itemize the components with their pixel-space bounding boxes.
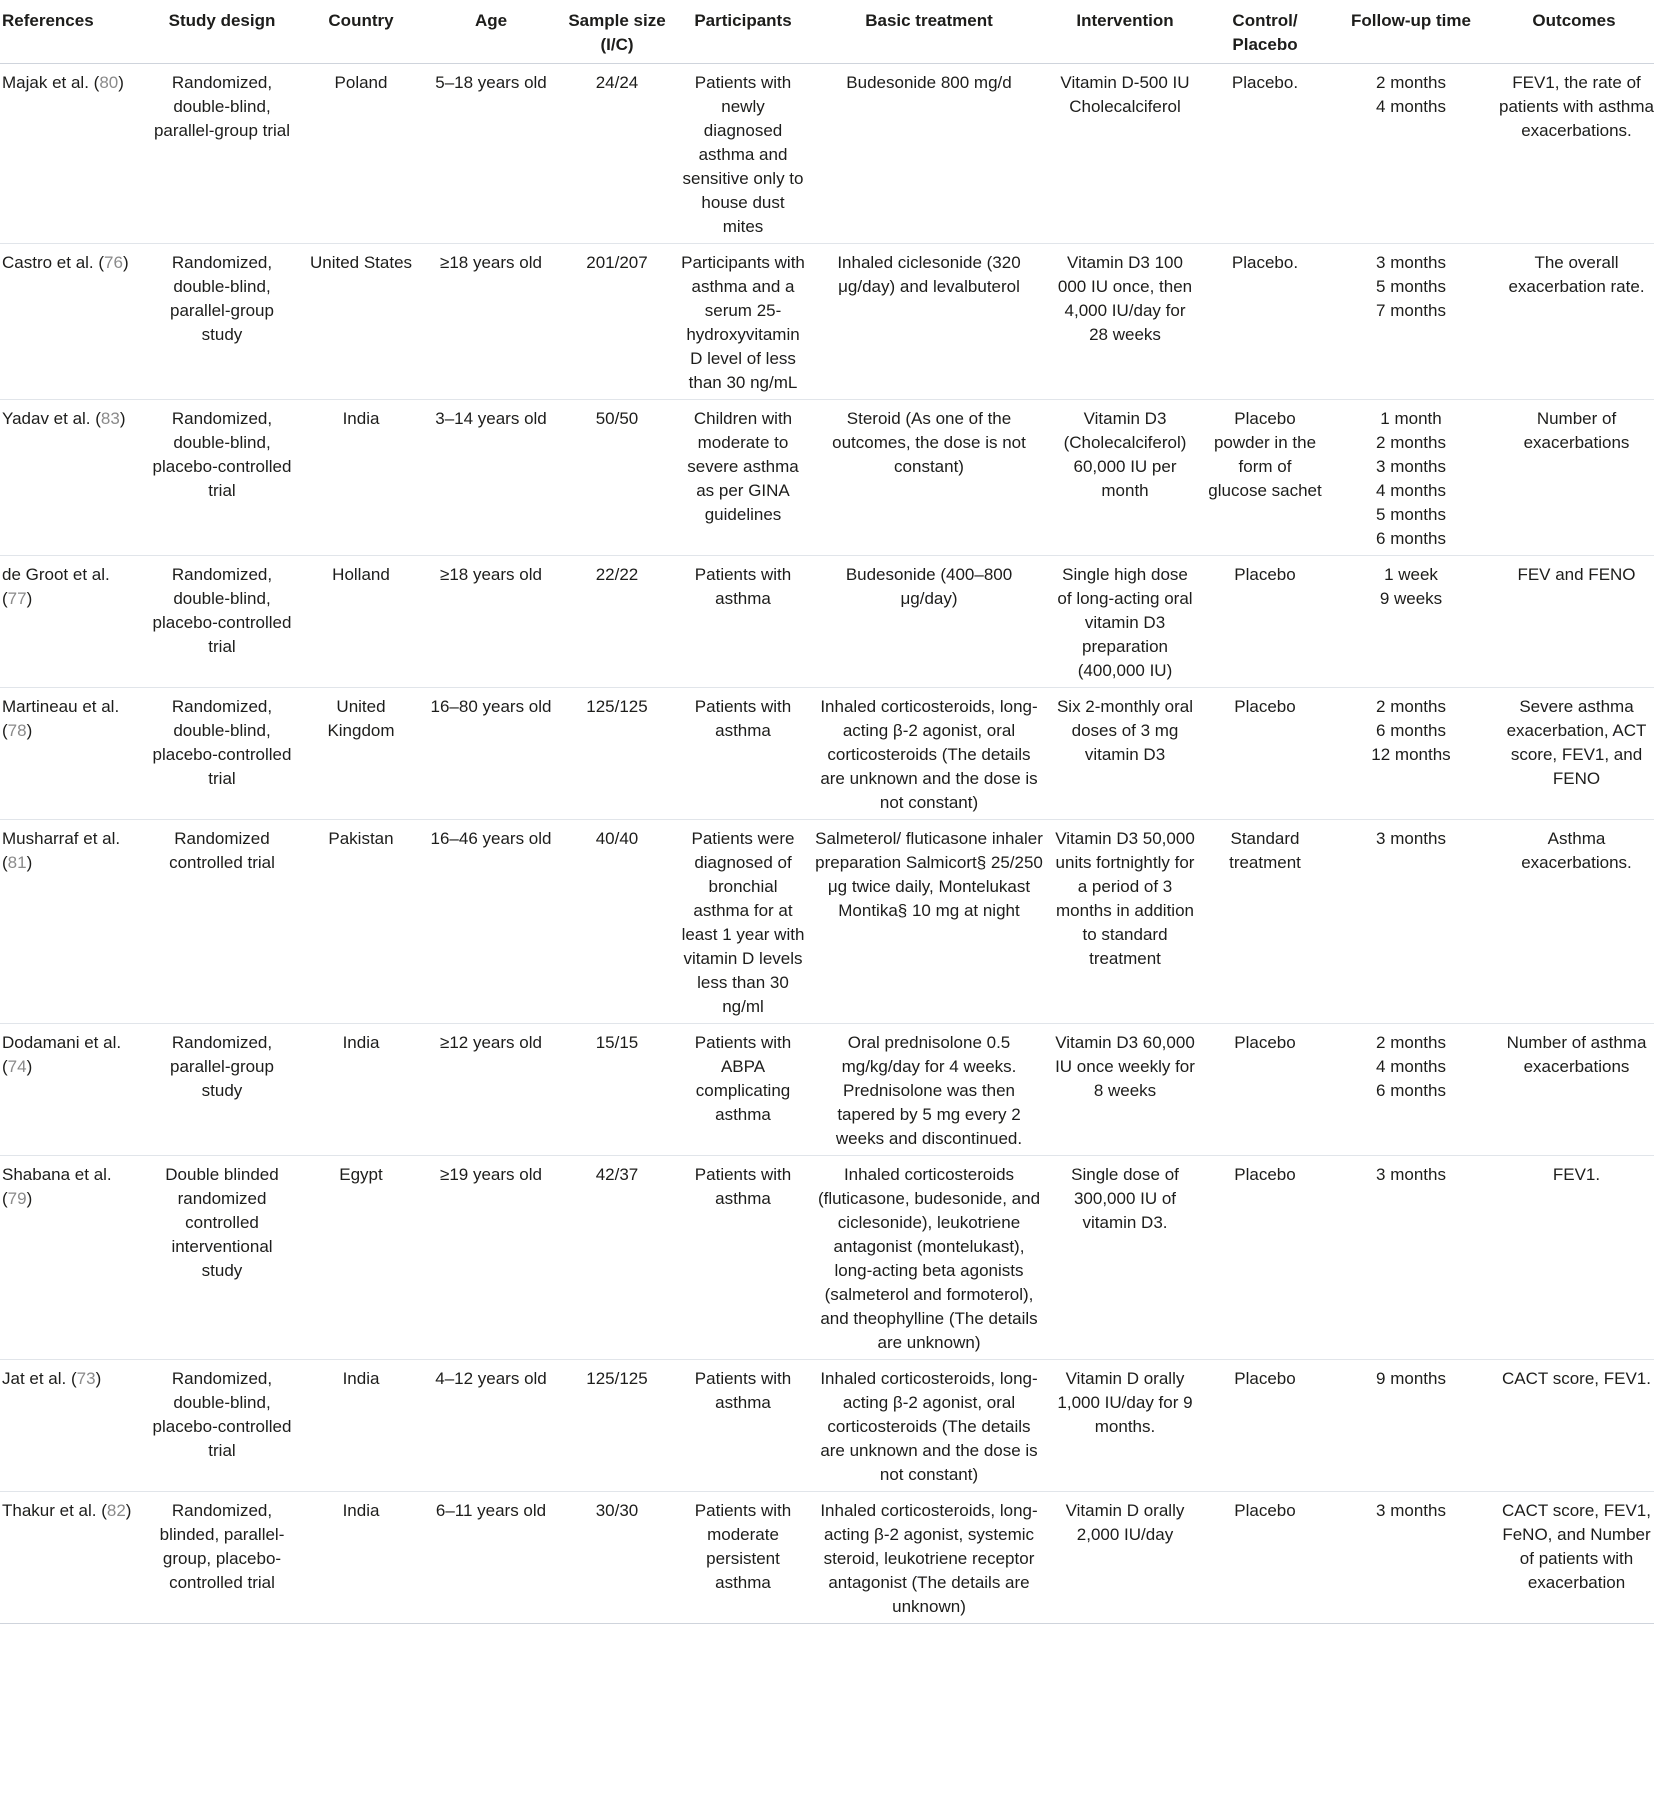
follow-up-time-cell: 3 months 5 months 7 months bbox=[1376, 253, 1446, 320]
citation-link[interactable]: 74 bbox=[7, 1057, 27, 1076]
follow-up-time-cell: 1 month 2 months 3 months 4 months 5 months 6 months bbox=[1376, 409, 1446, 548]
citation-link[interactable]: 82 bbox=[106, 1501, 126, 1520]
study-design-cell: Double blinded randomized controlled interventional study bbox=[165, 1165, 279, 1280]
basic-treatment-cell: Oral prednisolone 0.5 mg/kg/day for 4 weeks. Prednisolone was then tapered by 5 mg every 2 weeks and discontinued. bbox=[835, 1033, 1023, 1148]
reference-cell bbox=[0, 1360, 146, 1492]
age-cell: ≥18 years old bbox=[440, 565, 542, 584]
outcomes-cell: FEV1, the rate of patients with asthma exacerbations. bbox=[1499, 73, 1654, 140]
country-cell: India bbox=[342, 1369, 380, 1388]
study-design-cell: Randomized, double-blind, placebo-controlled trial bbox=[152, 697, 292, 788]
reference-cell bbox=[0, 1024, 146, 1156]
study-design-cell: Randomized controlled trial bbox=[169, 829, 275, 872]
age-cell: 16–80 years old bbox=[430, 697, 552, 716]
reference-close: ) bbox=[26, 853, 33, 872]
reference-close: ) bbox=[26, 1189, 33, 1208]
reference-author: Yadav et al. ( bbox=[2, 409, 101, 428]
basic-treatment-cell: Inhaled corticosteroids (fluticasone, budesonide, and ciclesonide), leukotriene antagonist (montelukast), long-acting beta agonists (salmeterol and formoterol), and theophylline (The details are unknown) bbox=[817, 1165, 1041, 1352]
reference-author: Martineau et al. ( bbox=[2, 697, 120, 740]
citation-link[interactable]: 77 bbox=[7, 589, 27, 608]
study-design-cell: Randomized, blinded, parallel-group, placebo-controlled trial bbox=[159, 1501, 285, 1592]
control-placebo-cell: Placebo bbox=[1234, 1033, 1296, 1052]
col-references: References bbox=[2, 11, 94, 30]
sample-size-cell: 30/30 bbox=[595, 1501, 639, 1520]
col-participants: Participants bbox=[694, 11, 792, 30]
sample-size-cell: 201/207 bbox=[586, 253, 648, 272]
basic-treatment-cell: Budesonide (400–800 μg/day) bbox=[845, 565, 1013, 608]
age-cell: 16–46 years old bbox=[430, 829, 552, 848]
table-row bbox=[0, 1156, 1654, 1360]
follow-up-time-cell: 1 week 9 weeks bbox=[1379, 565, 1443, 608]
table-row bbox=[0, 820, 1654, 1024]
follow-up-time-cell: 9 months bbox=[1376, 1369, 1446, 1388]
reference-author: de Groot et al. ( bbox=[2, 565, 110, 608]
table-row bbox=[0, 400, 1654, 556]
col-basic-treatment: Basic treatment bbox=[865, 11, 993, 30]
table-header bbox=[0, 0, 1654, 64]
study-design-cell: Randomized, double-blind, parallel-group study bbox=[170, 253, 274, 344]
control-placebo-cell: Standard treatment bbox=[1229, 829, 1301, 872]
table-row bbox=[0, 1360, 1654, 1492]
control-placebo-cell: Placebo bbox=[1234, 1501, 1296, 1520]
control-placebo-cell: Placebo. bbox=[1231, 73, 1299, 92]
col-control-placebo: Control/ Placebo bbox=[1232, 11, 1298, 54]
reference-author: Jat et al. ( bbox=[2, 1369, 77, 1388]
reference-close: ) bbox=[125, 1501, 132, 1520]
follow-up-time-cell: 3 months bbox=[1376, 1165, 1446, 1184]
reference-close: ) bbox=[26, 589, 33, 608]
country-cell: Egypt bbox=[339, 1165, 383, 1184]
follow-up-time-cell: 3 months bbox=[1376, 829, 1446, 848]
reference-close: ) bbox=[118, 73, 124, 92]
age-cell: ≥19 years old bbox=[440, 1165, 542, 1184]
outcomes-cell: Asthma exacerbations. bbox=[1521, 829, 1632, 872]
reference-cell bbox=[0, 688, 146, 820]
reference-author: Castro et al. ( bbox=[2, 253, 105, 272]
col-sample-size: Sample size (I/C) bbox=[568, 11, 666, 54]
table-row bbox=[0, 1492, 1654, 1624]
reference-cell bbox=[0, 244, 146, 400]
basic-treatment-cell: Steroid (As one of the outcomes, the dose is not constant) bbox=[832, 409, 1026, 476]
citation-link[interactable]: 81 bbox=[7, 853, 27, 872]
age-cell: 6–11 years old bbox=[435, 1501, 547, 1520]
outcomes-cell: CACT score, FEV1. bbox=[1502, 1369, 1651, 1388]
follow-up-time-cell: 2 months 6 months 12 months bbox=[1371, 697, 1451, 764]
citation-link[interactable]: 80 bbox=[99, 73, 119, 92]
control-placebo-cell: Placebo bbox=[1234, 1165, 1296, 1184]
header-row bbox=[0, 0, 1654, 64]
reference-close: ) bbox=[119, 409, 126, 428]
basic-treatment-cell: Inhaled ciclesonide (320 μg/day) and levalbuterol bbox=[837, 253, 1021, 296]
citation-link[interactable]: 83 bbox=[100, 409, 120, 428]
outcomes-cell: Number of asthma exacerbations bbox=[1506, 1033, 1647, 1076]
participants-cell: Patients with ABPA complicating asthma bbox=[694, 1033, 792, 1124]
outcomes-cell: FEV and FENO bbox=[1517, 565, 1636, 584]
intervention-cell: Vitamin D3 (Cholecalciferol) 60,000 IU per month bbox=[1063, 409, 1187, 500]
col-outcomes: Outcomes bbox=[1532, 11, 1616, 30]
intervention-cell: Vitamin D orally 1,000 IU/day for 9 months. bbox=[1057, 1369, 1193, 1436]
sample-size-cell: 125/125 bbox=[586, 1369, 648, 1388]
participants-cell: Patients with asthma bbox=[694, 1165, 792, 1208]
country-cell: Pakistan bbox=[328, 829, 394, 848]
country-cell: India bbox=[342, 409, 380, 428]
country-cell: India bbox=[342, 1033, 380, 1052]
participants-cell: Patients with asthma bbox=[694, 697, 792, 740]
intervention-cell: Six 2-monthly oral doses of 3 mg vitamin D3 bbox=[1056, 697, 1194, 764]
follow-up-time-cell: 2 months 4 months bbox=[1376, 73, 1446, 116]
control-placebo-cell: Placebo bbox=[1234, 1369, 1296, 1388]
country-cell: United States bbox=[309, 253, 413, 272]
intervention-cell: Single high dose of long-acting oral vitamin D3 preparation (400,000 IU) bbox=[1057, 565, 1193, 680]
control-placebo-cell: Placebo bbox=[1234, 565, 1296, 584]
sample-size-cell: 40/40 bbox=[595, 829, 639, 848]
age-cell: ≥12 years old bbox=[440, 1033, 542, 1052]
country-cell: Holland bbox=[332, 565, 390, 584]
outcomes-cell: FEV1. bbox=[1552, 1165, 1601, 1184]
intervention-cell: Vitamin D-500 IU Cholecalciferol bbox=[1060, 73, 1190, 116]
intervention-cell: Vitamin D3 60,000 IU once weekly for 8 weeks bbox=[1055, 1033, 1195, 1100]
reference-cell bbox=[0, 820, 146, 1024]
reference-cell bbox=[0, 400, 146, 556]
reference-author: Musharraf et al. ( bbox=[2, 829, 121, 872]
citation-link[interactable]: 76 bbox=[104, 253, 123, 272]
reference-author: Dodamani et al. ( bbox=[2, 1033, 122, 1076]
sample-size-cell: 125/125 bbox=[586, 697, 648, 716]
age-cell: 4–12 years old bbox=[435, 1369, 547, 1388]
study-design-cell: Randomized, double-blind, placebo-controlled trial bbox=[152, 409, 292, 500]
study-design-cell: Randomized, double-blind, parallel-group trial bbox=[153, 73, 291, 140]
sample-size-cell: 22/22 bbox=[595, 565, 639, 584]
study-design-cell: Randomized, double-blind, placebo-controlled trial bbox=[152, 1369, 292, 1460]
reference-author: Thakur et al. ( bbox=[2, 1501, 107, 1520]
reference-author: Shabana et al. ( bbox=[2, 1165, 112, 1208]
reference-cell bbox=[0, 64, 146, 244]
col-study-design: Study design bbox=[168, 11, 276, 30]
basic-treatment-cell: Inhaled corticosteroids, long-acting β-2 agonist, oral corticosteroids (The details are unknown and the dose is not constant) bbox=[820, 697, 1038, 812]
intervention-cell: Vitamin D3 50,000 units fortnightly for a period of 3 months in addition to standard treatment bbox=[1055, 829, 1195, 968]
reference-close: ) bbox=[122, 253, 129, 272]
citation-link[interactable]: 79 bbox=[7, 1189, 27, 1208]
col-country: Country bbox=[328, 11, 394, 30]
reference-author: Majak et al. ( bbox=[2, 73, 100, 92]
outcomes-cell: Severe asthma exacerbation, ACT score, FEV1, and FENO bbox=[1506, 697, 1647, 788]
reference-close: ) bbox=[26, 721, 33, 740]
country-cell: Poland bbox=[334, 73, 388, 92]
follow-up-time-cell: 3 months bbox=[1376, 1501, 1446, 1520]
sample-size-cell: 42/37 bbox=[595, 1165, 639, 1184]
participants-cell: Patients were diagnosed of bronchial asthma for at least 1 year with vitamin D levels less than 30 ng/ml bbox=[681, 829, 805, 1016]
reference-cell bbox=[0, 1492, 146, 1624]
outcomes-cell: The overall exacerbation rate. bbox=[1508, 253, 1645, 296]
col-age: Age bbox=[474, 11, 508, 30]
sample-size-cell: 24/24 bbox=[595, 73, 639, 92]
outcomes-cell: Number of exacerbations bbox=[1523, 409, 1630, 452]
outcomes-cell: CACT score, FEV1, FeNO, and Number of patients with exacerbation bbox=[1502, 1501, 1651, 1592]
table-row bbox=[0, 556, 1654, 688]
reference-cell bbox=[0, 1156, 146, 1360]
col-intervention: Intervention bbox=[1076, 11, 1174, 30]
table-row bbox=[0, 244, 1654, 400]
table-row bbox=[0, 64, 1654, 244]
basic-treatment-cell: Inhaled corticosteroids, long-acting β-2 agonist, systemic steroid, leukotriene receptor antagonist (The details are unknown) bbox=[820, 1501, 1038, 1616]
col-follow-up-time: Follow-up time bbox=[1351, 11, 1471, 30]
age-cell: 5–18 years old bbox=[435, 73, 547, 92]
control-placebo-cell: Placebo powder in the form of glucose sachet bbox=[1208, 409, 1322, 500]
participants-cell: Patients with asthma bbox=[694, 565, 792, 608]
age-cell: ≥18 years old bbox=[440, 253, 542, 272]
basic-treatment-cell: Salmeterol/ fluticasone inhaler preparation Salmicort§ 25/250 μg twice daily, Montelukast Montika§ 10 mg at night bbox=[815, 829, 1043, 920]
sample-size-cell: 50/50 bbox=[595, 409, 639, 428]
study-design-cell: Randomized, parallel-group study bbox=[170, 1033, 274, 1100]
table-row bbox=[0, 1024, 1654, 1156]
basic-treatment-cell: Inhaled corticosteroids, long-acting β-2 agonist, oral corticosteroids (The details are unknown and the dose is not constant) bbox=[820, 1369, 1038, 1484]
control-placebo-cell: Placebo. bbox=[1231, 253, 1299, 272]
country-cell: India bbox=[342, 1501, 380, 1520]
basic-treatment-cell: Budesonide 800 mg/d bbox=[846, 73, 1012, 92]
follow-up-time-cell: 2 months 4 months 6 months bbox=[1376, 1033, 1446, 1100]
table-row bbox=[0, 688, 1654, 820]
study-design-cell: Randomized, double-blind, placebo-controlled trial bbox=[152, 565, 292, 656]
age-cell: 3–14 years old bbox=[435, 409, 547, 428]
participants-cell: Patients with asthma bbox=[694, 1369, 792, 1412]
intervention-cell: Single dose of 300,000 IU of vitamin D3. bbox=[1071, 1165, 1179, 1232]
intervention-cell: Vitamin D orally 2,000 IU/day bbox=[1065, 1501, 1185, 1544]
participants-cell: Patients with newly diagnosed asthma and sensitive only to house dust mites bbox=[682, 73, 804, 236]
sample-size-cell: 15/15 bbox=[595, 1033, 639, 1052]
participants-cell: Children with moderate to severe asthma as per GINA guidelines bbox=[687, 409, 799, 524]
control-placebo-cell: Placebo bbox=[1234, 697, 1296, 716]
intervention-cell: Vitamin D3 100 000 IU once, then 4,000 IU/day for 28 weeks bbox=[1057, 253, 1193, 344]
citation-link[interactable]: 73 bbox=[76, 1369, 96, 1388]
reference-close: ) bbox=[26, 1057, 33, 1076]
citation-link[interactable]: 78 bbox=[7, 721, 27, 740]
reference-close: ) bbox=[95, 1369, 102, 1388]
participants-cell: Patients with moderate persistent asthma bbox=[694, 1501, 792, 1592]
participants-cell: Participants with asthma and a serum 25-hydroxyvitamin D level of less than 30 ng/mL bbox=[681, 253, 805, 392]
country-cell: United Kingdom bbox=[327, 697, 395, 740]
table-body bbox=[0, 64, 1654, 1624]
reference-cell bbox=[0, 556, 146, 688]
